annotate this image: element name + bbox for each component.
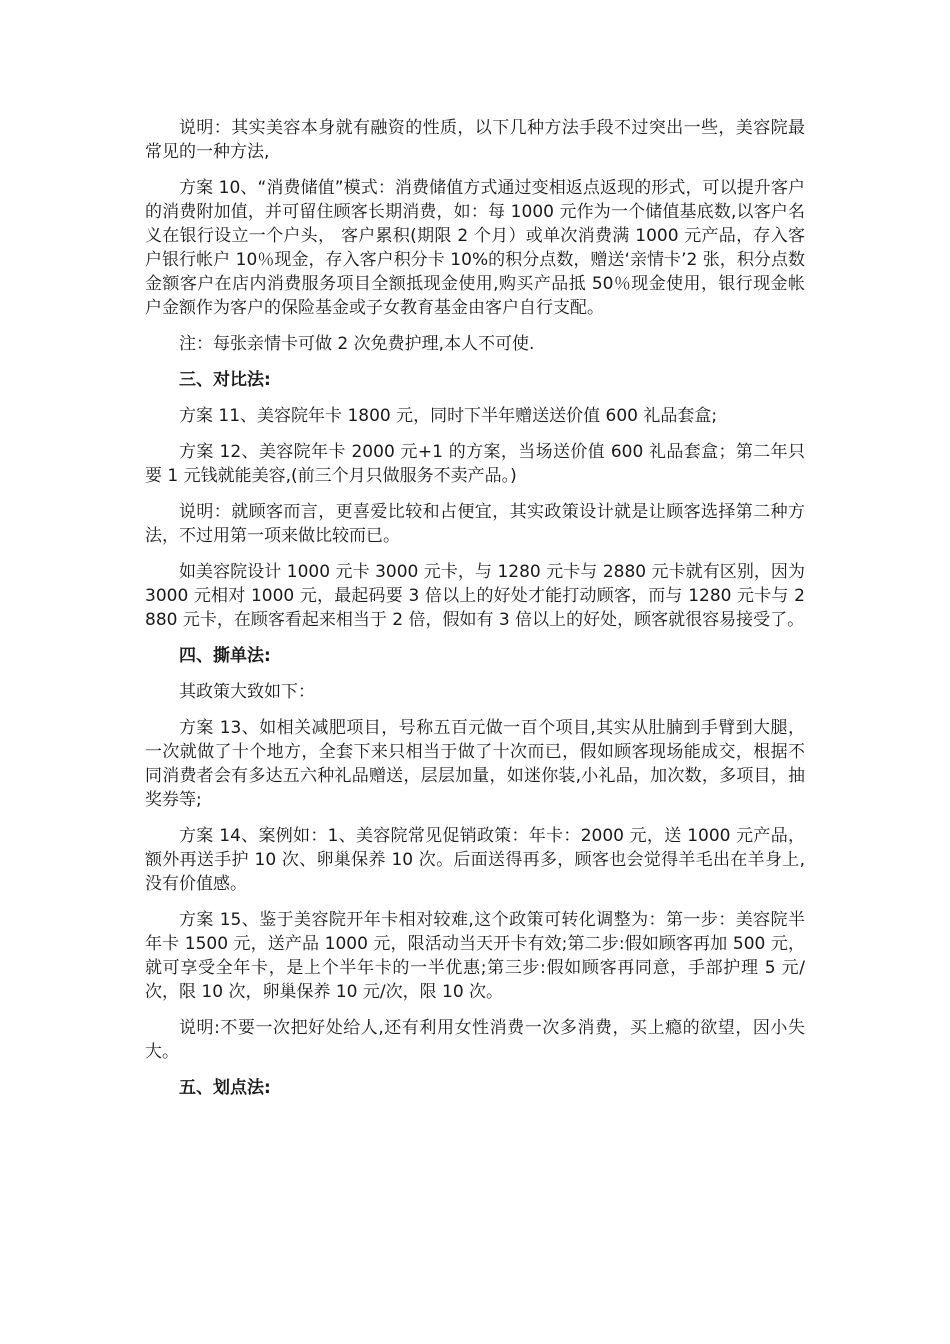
note-financing-nature: 说明：其实美容本身就有融资的性质，以下几种方法手段不过突出一些，美容院最常见的一种方法,: [145, 118, 805, 162]
note-compare: 说明：就顾客而言，更喜爱比较和占便宜，其实政策设计就是让顾客选择第二种方法，不过用第一项来做比较而已。: [145, 502, 805, 546]
policy-intro: 其政策大致如下：: [179, 682, 315, 702]
plan-15: 方案 15、鉴于美容院开年卡相对较难,这个政策可转化调整为：第一步：美容院半年卡 1500 元，送产品 1000 元，限活动当天开卡有效;第二步:假如顾客再加 500 元，就可享受全年卡，是上个半年卡的一半优惠;第三步:假如顾客再同意，手部护理 5 元/次，限 10 次，卵巢保养 10 元/次，限 10 次。: [145, 910, 805, 1002]
section-4-heading: 四、撕单法:: [179, 646, 271, 666]
plan-10-stored-value: 方案 10、“消费储值”模式：消费储值方式通过变相返点返现的形式，可以提升客户的消费附加值，并可留住顾客长期消费，如：每 1000 元作为一个储值基底数,以客户名义在银行设立一个户头， 客户累积(期限 2 个月）或单次消费满 1000 元产品，存入客户银行帐户 10％现金，存入客户积分卡 10%的积分点数，赠送‘亲情卡’2 张，积分点数金额客户在店内消费服务项目全额抵现金使用,购买产品抵 50％现金使用，银行现金帐户金额作为客户的保险基金或子女教育基金由客户自行支配。: [145, 178, 805, 318]
note-dont-give-all: 说明:不要一次把好处给人,还有利用女性消费一次多消费，买上瘾的欲望，因小失大。: [145, 1018, 805, 1062]
plan-12: 方案 12、美容院年卡 2000 元+1 的方案，当场送价值 600 礼品套盒；第二年只要 1 元钱就能美容,(前三个月只做服务不卖产品。): [145, 442, 805, 486]
section-3-heading: 三、对比法:: [179, 370, 271, 390]
example-card-prices: 如美容院设计 1000 元卡 3000 元卡，与 1280 元卡与 2880 元卡就有区别，因为 3000 元相对 1000 元，最起码要 3 倍以上的好处才能打动顾客，而与 1280 元卡与 2880 元卡，在顾客看起来相当于 2 倍，假如有 3 倍以上的好处，顾客就很容易接受了。: [145, 562, 805, 630]
plan-11: 方案 11、美容院年卡 1800 元，同时下半年赠送送价值 600 礼品套盒;: [179, 406, 718, 426]
section-5-heading: 五、划点法:: [179, 1078, 271, 1098]
plan-14: 方案 14、案例如：1、美容院常见促销政策：年卡：2000 元，送 1000 元产品，额外再送手护 10 次、卵巢保养 10 次。后面送得再多，顾客也会觉得羊毛出在羊身上,没有价值感。: [145, 826, 805, 894]
note-family-card: 注：每张亲情卡可做 2 次免费护理,本人不可使.: [179, 334, 535, 354]
document-body: [145, 116, 805, 1112]
plan-13: 方案 13、如相关减肥项目，号称五百元做一百个项目,其实从肚腩到手臂到大腿，一次就做了十个地方，全套下来只相当于做了十次而已，假如顾客现场能成交，根据不同消费者会有多达五六种礼品赠送，层层加量，如迷你装,小礼品，加次数，多项目，抽奖券等;: [145, 718, 805, 810]
